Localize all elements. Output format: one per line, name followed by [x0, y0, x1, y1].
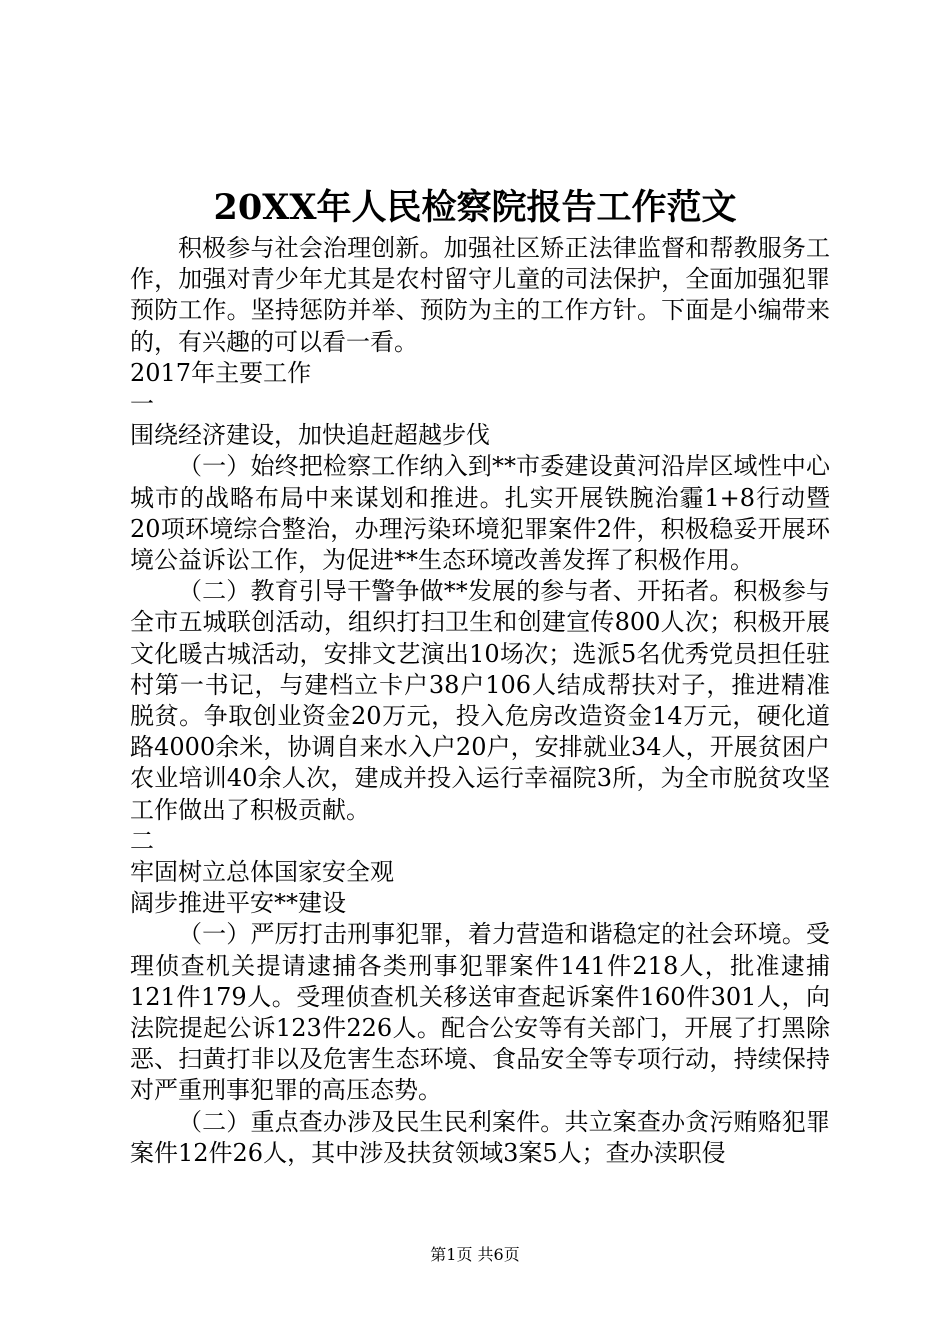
- paragraph-2-1: （一）严厉打击刑事犯罪，着力营造和谐稳定的社会环境。受理侦查机关提请逮捕各类刑事犯罪案件141件218人，批准逮捕121件179人。受理侦查机关移送审查起诉案件160件301人，向法院提起公诉123件226人。配合公安等有关部门，开展了打黑除恶、扫黄打非以及危害生态环境、食品安全等专项行动，持续保持对严重刑事犯罪的高压态势。: [130, 920, 830, 1105]
- page-footer: 第1页 共6页: [430, 1245, 520, 1264]
- paragraph-1-2: （二）教育引导干警争做**发展的参与者、开拓者。积极参与全市五城联创活动，组织打扫卫生和创建宣传800人次；积极开展文化暖古城活动，安排文艺演出10场次；选派5名优秀党员担任驻村第一书记，与建档立卡户38户106人结成帮扶对子，推进精准脱贫。争取创业资金20万元，投入危房改造资金14万元，硬化道路4000余米，协调自来水入户20户，安排就业34人，开展贫困户农业培训40余人次，建成并投入运行幸福院3所，为全市脱贫攻坚工作做出了积极贡献。: [130, 577, 830, 824]
- document-title: 20XX年人民检察院报告工作范文: [213, 187, 737, 228]
- section-number-two: 二: [130, 826, 154, 855]
- section-heading-2017: 2017年主要工作: [130, 358, 312, 387]
- section-subtitle-safety: 阔步推进平安**建设: [130, 889, 346, 918]
- paragraph-1-1: （一）始终把检察工作纳入到**市委建设黄河沿岸区域性中心城市的战略布局中来谋划和推进。扎实开展铁腕治霾1+8行动暨20项环境综合整治，办理污染环境犯罪案件2件，积极稳妥开展环境公益诉讼工作，为促进**生态环境改善发挥了积极作用。: [130, 452, 830, 575]
- document-body: [130, 233, 830, 1169]
- section-number-one: 一: [130, 390, 154, 419]
- section-title-security: 牢固树立总体国家安全观: [130, 858, 394, 887]
- section-title-economy: 围绕经济建设，加快追赶超越步伐: [130, 421, 490, 450]
- paragraph-2-2: （二）重点查办涉及民生民利案件。共立案查办贪污贿赂犯罪案件12件26人，其中涉及扶贫领域3案5人；查办渎职侵: [130, 1107, 830, 1167]
- intro-paragraph: 积极参与社会治理创新。加强社区矫正法律监督和帮教服务工作，加强对青少年尤其是农村留守儿童的司法保护，全面加强犯罪预防工作。坚持惩防并举、预防为主的工作方针。下面是小编带来的，有兴趣的可以看一看。: [130, 234, 830, 356]
